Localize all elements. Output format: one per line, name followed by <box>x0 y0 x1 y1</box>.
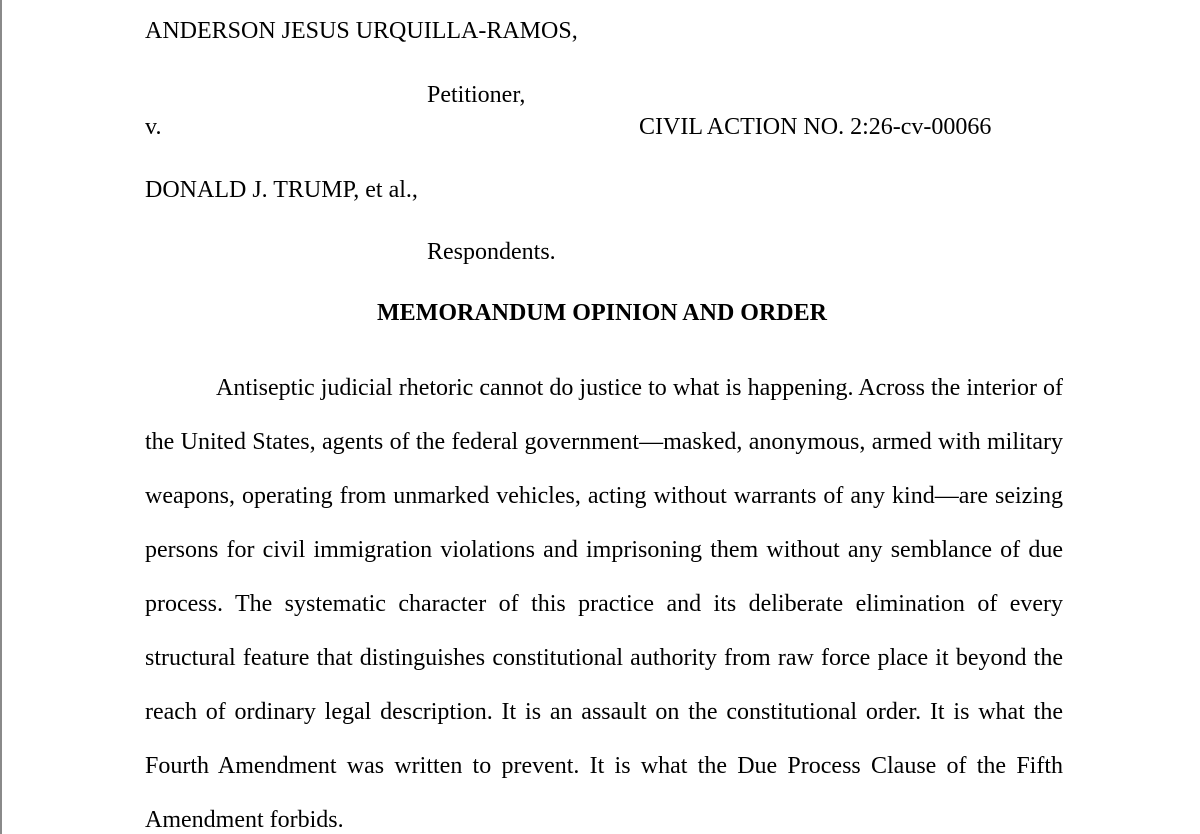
petitioner-name: ANDERSON JESUS URQUILLA-RAMOS, <box>145 18 578 44</box>
versus-label: v. <box>145 114 162 140</box>
body-paragraph: Antiseptic judicial rhetoric cannot do justice to what is happening. Across the interior of the United States, agents of the federal government—masked, anonymous, armed with military weapons, operating from unmarked vehicles, acting without warrants of any kind—are seizing persons for civil immigration violations and imprisoning them without any semblance of due process. The systematic character of this practice and its deliberate elimination of every structural feature that distinguishes constitutional authority from raw force place it beyond the reach of ordinary legal description. It is an assault on the constitutional order. It is what the Fourth Amendment was written to prevent. It is what the Due Process Clause of the Fifth Amendment forbids. <box>145 375 1063 833</box>
petitioner-role: Petitioner, <box>427 82 526 108</box>
respondent-name: DONALD J. TRUMP, et al., <box>145 177 418 203</box>
case-number: CIVIL ACTION NO. 2:26-cv-00066 <box>639 114 992 140</box>
document-title: MEMORANDUM OPINION AND ORDER <box>377 300 827 326</box>
respondent-role: Respondents. <box>427 239 556 265</box>
